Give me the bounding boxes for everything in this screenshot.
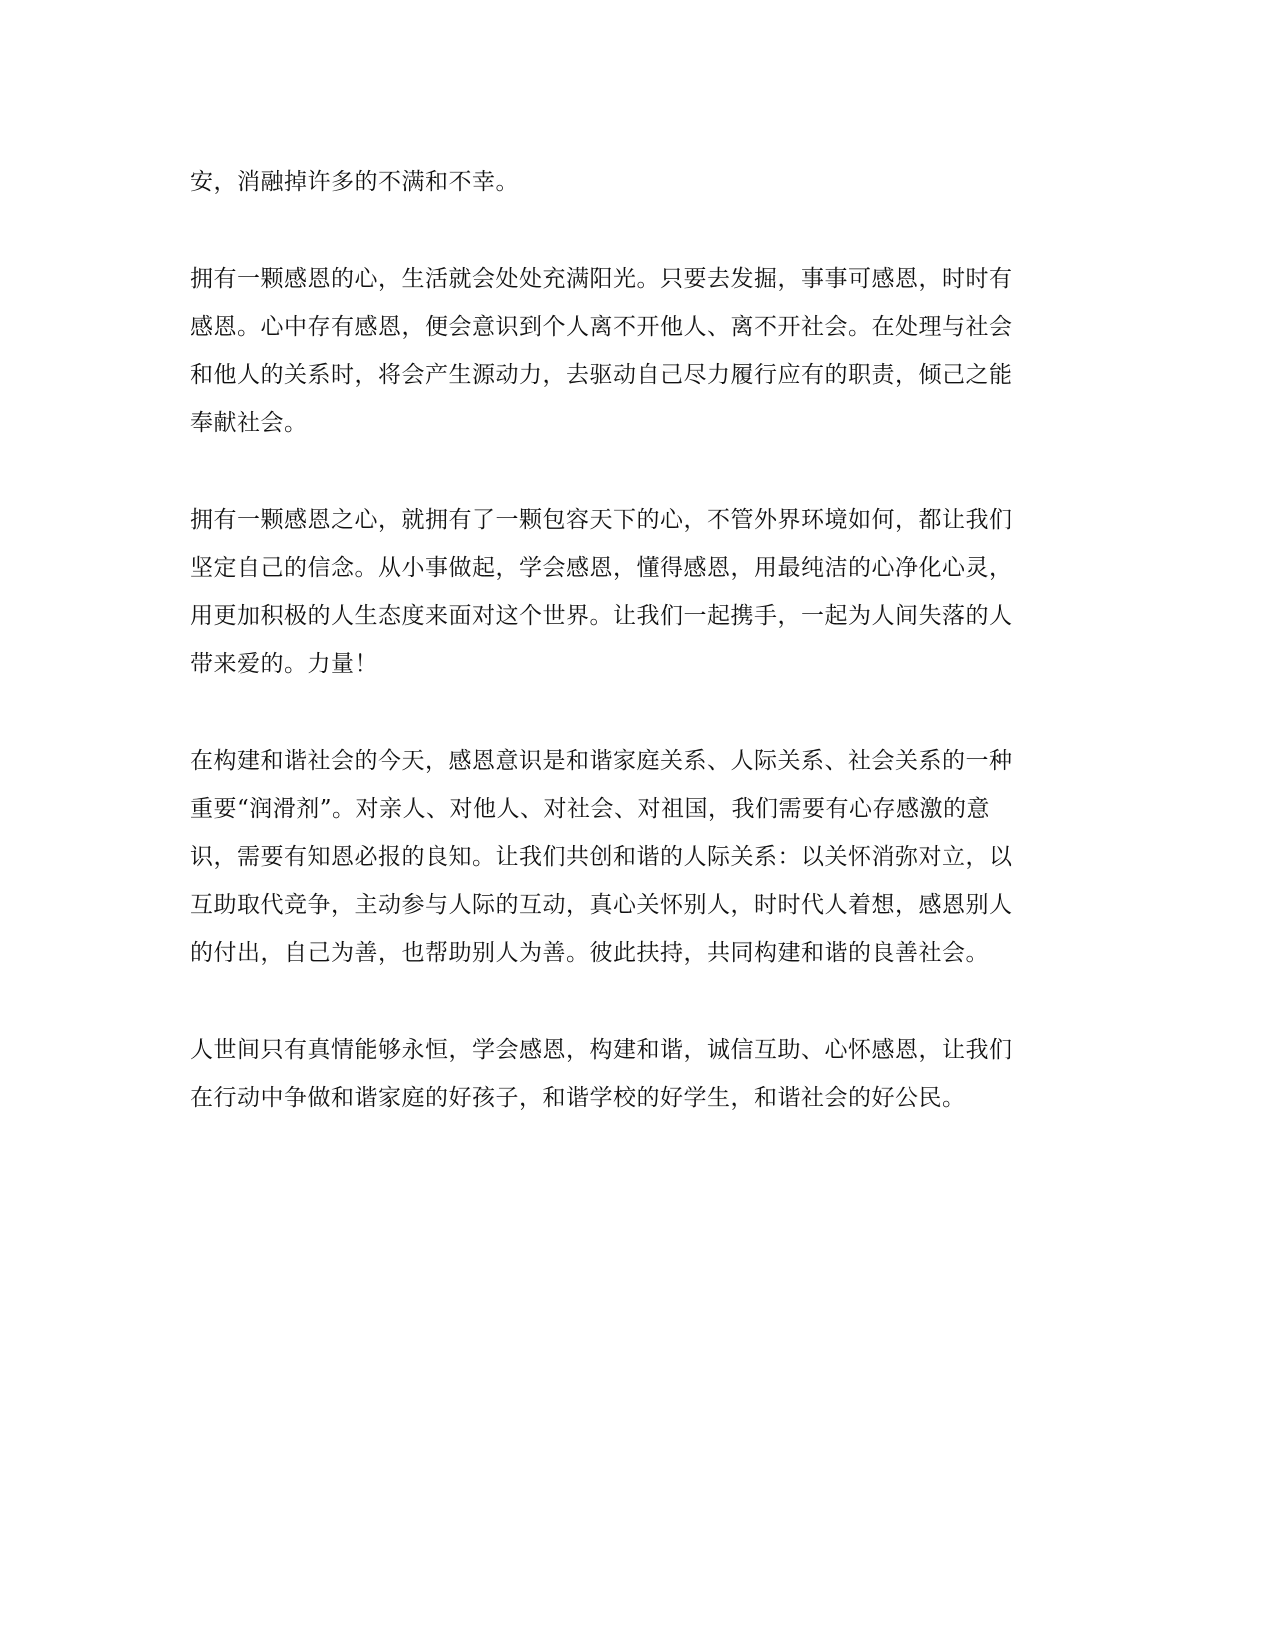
text-line: 的付出，自己为善，也帮助别人为善。彼此扶持，共同构建和谐的良善社会。 — [190, 940, 989, 966]
paragraph-gap — [190, 447, 1075, 496]
text-line: 坚定自己的信念。从小事做起，学会感恩，懂得感恩，用最纯洁的心净化心灵， — [190, 555, 1013, 581]
text-line: 识，需要有知恩必报的良知。让我们共创和谐的人际关系：以关怀消弥对立，以 — [190, 844, 1013, 870]
text-line: 带来爱的。力量！ — [190, 651, 378, 677]
paragraph-gap — [190, 206, 1075, 255]
text-line: 重要“润滑剂”。对亲人、对他人、对社会、对祖国，我们需要有心存感激的意 — [190, 796, 991, 822]
text-line: 安，消融掉许多的不满和不幸。 — [190, 169, 519, 195]
paragraph-2 — [190, 255, 1075, 447]
text-line: 拥有一颗感恩的心，生活就会处处充满阳光。只要去发掘，事事可感恩，时时有 — [190, 266, 1013, 292]
text-line: 互助取代竞争，主动参与人际的互动，真心关怀别人，时时代人着想，感恩别人 — [190, 892, 1013, 918]
document-body — [190, 158, 1075, 1122]
paragraph-4 — [190, 737, 1075, 977]
text-line: 在构建和谐社会的今天，感恩意识是和谐家庭关系、人际关系、社会关系的一种 — [190, 748, 1013, 774]
text-line: 人世间只有真情能够永恒，学会感恩，构建和谐，诚信互助、心怀感恩，让我们 — [190, 1037, 1013, 1063]
text-line: 拥有一颗感恩之心，就拥有了一颗包容天下的心，不管外界环境如何，都让我们 — [190, 507, 1013, 533]
text-line: 感恩。心中存有感恩，便会意识到个人离不开他人、离不开社会。在处理与社会 — [190, 314, 1013, 340]
paragraph-gap — [190, 688, 1075, 737]
paragraph-3 — [190, 496, 1075, 688]
paragraph-1 — [190, 158, 1075, 206]
text-line: 和他人的关系时，将会产生源动力，去驱动自己尽力履行应有的职责，倾己之能 — [190, 362, 1013, 388]
text-line: 用更加积极的人生态度来面对这个世界。让我们一起携手，一起为人间失落的人 — [190, 603, 1013, 629]
text-line: 在行动中争做和谐家庭的好孩子，和谐学校的好学生，和谐社会的好公民。 — [190, 1085, 966, 1111]
text-line: 奉献社会。 — [190, 410, 308, 436]
paragraph-gap — [190, 977, 1075, 1026]
paragraph-5 — [190, 1026, 1075, 1122]
